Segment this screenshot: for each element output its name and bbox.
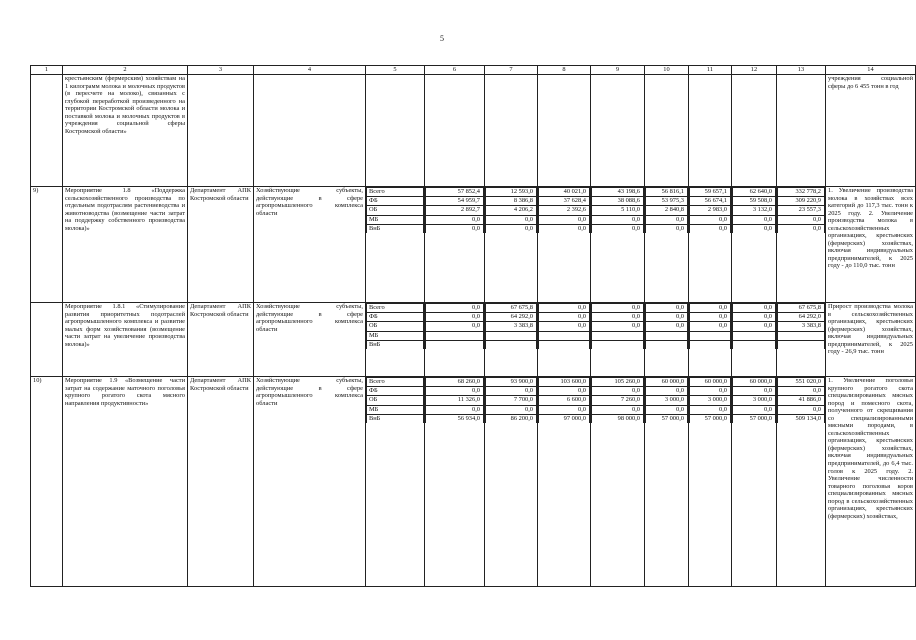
funding-value: 5 110,0 <box>592 206 644 215</box>
header-cell: 5 <box>366 66 425 75</box>
funding-value: 7 260,0 <box>592 396 644 405</box>
header-cell: 6 <box>425 66 485 75</box>
measure-row <box>31 303 916 377</box>
funding-value: 2 840,8 <box>646 206 688 215</box>
funding-value <box>592 340 644 349</box>
funding-value: 97 000,0 <box>539 414 590 423</box>
funding-value: 0,0 <box>539 215 590 224</box>
funding-value: 551 020,0 <box>778 378 825 387</box>
executor: Департамент АПК Костромской области <box>188 377 254 587</box>
header-cell: 2 <box>63 66 188 75</box>
value-column-cell <box>732 377 777 587</box>
funding-value: 0,0 <box>592 405 644 414</box>
value-column-cell <box>689 303 732 377</box>
funding-value: 56 674,1 <box>690 197 731 206</box>
value-column-cell <box>425 377 485 587</box>
funding-value: 2 892,7 <box>426 206 484 215</box>
funding-value: 86 200,0 <box>486 414 537 423</box>
funding-value: 0,0 <box>778 224 825 233</box>
funding-source: ВнБ <box>367 414 424 423</box>
header-cell: 1 <box>31 66 63 75</box>
funding-value: 0,0 <box>426 322 484 331</box>
funding-value: 0,0 <box>426 224 484 233</box>
funding-value: 0,0 <box>646 215 688 224</box>
funding-value: 3 383,8 <box>486 322 537 331</box>
continuation-row <box>31 75 916 187</box>
funding-value: 0,0 <box>690 313 731 322</box>
funding-value: 0,0 <box>426 387 484 396</box>
funding-value: 53 975,3 <box>646 197 688 206</box>
header-cell: 10 <box>645 66 689 75</box>
funding-value: 509 134,0 <box>778 414 825 423</box>
participants: Хозяйствующие субъекты, действующие в сфере агропромышленного комплекса области <box>254 303 366 377</box>
funding-value: 0,0 <box>646 313 688 322</box>
value-cell <box>425 75 485 187</box>
funding-value: 56 934,0 <box>426 414 484 423</box>
funding-value: 60 000,0 <box>690 378 731 387</box>
program-table <box>30 65 916 587</box>
funding-value: 0,0 <box>426 405 484 414</box>
funding-value: 0,0 <box>690 215 731 224</box>
result-cell: 1. Увеличение поголовья крупного рогатого скота специализированных мясных пород и помесного скота, полученного от скрещивания со специализированными мясными породами, в сельскохозяйственных организациях, крестьянских (фермерских) хозяйствах, включая индивидуальных предпринимателей, до 6,4 тыс. голов к 2025 году. 2. Увеличение численности товарного поголовья коров специализированных мясных пород в сельскохозяйственных организациях, крестьянских (фермерских) хозяйствах, <box>826 377 916 587</box>
funding-value: 2 983,0 <box>690 206 731 215</box>
funding-value: 0,0 <box>592 224 644 233</box>
funding-value: 0,0 <box>778 405 825 414</box>
header-cell: 13 <box>777 66 826 75</box>
funding-value: 0,0 <box>733 322 776 331</box>
funding-value <box>690 331 731 340</box>
row-number: 10) <box>31 377 63 587</box>
value-column-cell <box>591 303 645 377</box>
funding-value: 59 657,1 <box>690 188 731 197</box>
funding-source: ОБ <box>367 396 424 405</box>
funding-value: 67 675,8 <box>486 304 537 313</box>
measure-row <box>31 187 916 303</box>
header-cell: 4 <box>254 66 366 75</box>
measure-name: крестьянским (фермерским) хозяйствам на 1 килограмм молока и молочных продуктов (в пересчете на молоко), связанных с глубокой переработкой произведенного на территории Костромской области молока и поставкой молока и молочных продуктов в учреждения социальной сферы Костромской области» <box>63 75 188 187</box>
funding-value: 0,0 <box>733 304 776 313</box>
row-number: 9) <box>31 187 63 303</box>
funding-value: 54 959,7 <box>426 197 484 206</box>
funding-value: 0,0 <box>539 322 590 331</box>
funding-source: Всего <box>367 378 424 387</box>
funding-value <box>778 340 825 349</box>
funding-value: 3 000,0 <box>690 396 731 405</box>
result-cell: Прирост производства молока в сельскохозяйственных организациях, крестьянских (фермерских) хозяйствах, включая индивидуальных предпринимателей, к 2025 году - 26,9 тыс. тонн <box>826 303 916 377</box>
value-column-cell <box>777 303 826 377</box>
value-cell <box>689 75 732 187</box>
funding-value: 68 260,0 <box>426 378 484 387</box>
funding-value: 0,0 <box>486 224 537 233</box>
funding-value: 0,0 <box>646 387 688 396</box>
funding-value: 64 292,0 <box>486 313 537 322</box>
funding-value: 0,0 <box>733 215 776 224</box>
funding-value: 0,0 <box>426 304 484 313</box>
funding-value: 41 886,0 <box>778 396 825 405</box>
funding-value: 0,0 <box>646 224 688 233</box>
value-column-cell <box>591 377 645 587</box>
value-column-cell <box>689 187 732 303</box>
header-cell: 14 <box>826 66 916 75</box>
funding-value: 103 600,0 <box>539 378 590 387</box>
funding-value: 0,0 <box>733 313 776 322</box>
page-number: 5 <box>440 34 444 43</box>
funding-value: 0,0 <box>486 405 537 414</box>
executor-cell <box>188 75 254 187</box>
funding-value: 0,0 <box>690 405 731 414</box>
funding-value: 0,0 <box>592 215 644 224</box>
funding-source: МБ <box>367 215 424 224</box>
value-cell <box>732 75 777 187</box>
funding-value: 59 508,0 <box>733 197 776 206</box>
value-column-cell <box>538 187 591 303</box>
funding-source: ФБ <box>367 387 424 396</box>
funding-value: 0,0 <box>690 387 731 396</box>
funding-value <box>592 331 644 340</box>
funding-value: 0,0 <box>646 322 688 331</box>
source-cell <box>366 75 425 187</box>
value-column-cell <box>689 377 732 587</box>
funding-value: 0,0 <box>426 313 484 322</box>
funding-value: 0,0 <box>778 215 825 224</box>
measure-row <box>31 377 916 587</box>
value-cell <box>538 75 591 187</box>
funding-value: 0,0 <box>778 387 825 396</box>
value-column-cell <box>777 377 826 587</box>
funding-value: 0,0 <box>592 313 644 322</box>
funding-value: 0,0 <box>539 387 590 396</box>
value-column-cell <box>645 377 689 587</box>
funding-value: 60 000,0 <box>646 378 688 387</box>
funding-value: 309 220,9 <box>778 197 825 206</box>
funding-value <box>733 340 776 349</box>
value-column-cell <box>485 187 538 303</box>
funding-value: 11 326,0 <box>426 396 484 405</box>
funding-source: МБ <box>367 331 424 340</box>
participants-cell <box>254 75 366 187</box>
funding-value: 3 000,0 <box>733 396 776 405</box>
funding-value: 98 000,0 <box>592 414 644 423</box>
funding-value: 0,0 <box>733 405 776 414</box>
value-column-cell <box>645 187 689 303</box>
header-row <box>31 66 916 75</box>
funding-source: ОБ <box>367 206 424 215</box>
funding-value: 0,0 <box>733 387 776 396</box>
funding-value: 0,0 <box>592 304 644 313</box>
funding-value: 0,0 <box>539 304 590 313</box>
funding-value: 40 021,0 <box>539 188 590 197</box>
funding-value: 23 557,3 <box>778 206 825 215</box>
funding-value: 62 640,0 <box>733 188 776 197</box>
participants: Хозяйствующие субъекты, действующие в сфере агропромышленного комплекса области <box>254 187 366 303</box>
funding-source: ВнБ <box>367 340 424 349</box>
funding-value: 56 816,1 <box>646 188 688 197</box>
funding-value: 0,0 <box>426 215 484 224</box>
funding-value <box>690 340 731 349</box>
funding-source-cell <box>366 377 425 587</box>
funding-value <box>733 331 776 340</box>
value-column-cell <box>485 303 538 377</box>
value-column-cell <box>538 303 591 377</box>
funding-value: 332 778,2 <box>778 188 825 197</box>
funding-value: 0,0 <box>592 387 644 396</box>
value-column-cell <box>777 187 826 303</box>
result-cell: учреждения социальной сферы до 6 455 тонн в год <box>826 75 916 187</box>
funding-value: 6 600,0 <box>539 396 590 405</box>
funding-value: 8 386,8 <box>486 197 537 206</box>
funding-value <box>486 340 537 349</box>
header-cell: 12 <box>732 66 777 75</box>
value-cell <box>645 75 689 187</box>
header-cell: 9 <box>591 66 645 75</box>
funding-value: 0,0 <box>539 405 590 414</box>
value-column-cell <box>591 187 645 303</box>
funding-value: 0,0 <box>646 405 688 414</box>
funding-value: 57 000,0 <box>690 414 731 423</box>
funding-value: 0,0 <box>592 322 644 331</box>
funding-value: 57 000,0 <box>733 414 776 423</box>
funding-value: 0,0 <box>539 224 590 233</box>
funding-value <box>646 331 688 340</box>
funding-value: 0,0 <box>690 224 731 233</box>
funding-value <box>539 340 590 349</box>
funding-value: 0,0 <box>486 387 537 396</box>
funding-source: ВнБ <box>367 224 424 233</box>
funding-source-cell <box>366 187 425 303</box>
funding-value: 2 392,6 <box>539 206 590 215</box>
value-column-cell <box>732 187 777 303</box>
funding-value: 3 383,8 <box>778 322 825 331</box>
funding-value: 0,0 <box>690 304 731 313</box>
value-cell <box>591 75 645 187</box>
value-column-cell <box>425 187 485 303</box>
executor: Департамент АПК Костромской области <box>188 187 254 303</box>
header-cell: 11 <box>689 66 732 75</box>
funding-value: 0,0 <box>646 304 688 313</box>
value-column-cell <box>732 303 777 377</box>
funding-value <box>486 331 537 340</box>
funding-value: 0,0 <box>486 215 537 224</box>
measure-name: Мероприятие 1.8 «Поддержка сельскохозяйственного производства по отдельным подотраслям растениеводства и животноводства (возмещение части затрат на поддержку собственного производства молока)» <box>63 187 188 303</box>
funding-source: МБ <box>367 405 424 414</box>
funding-value: 93 900,0 <box>486 378 537 387</box>
funding-value: 43 198,6 <box>592 188 644 197</box>
measure-name: Мероприятие 1.9 «Возмещение части затрат на содержание маточного поголовья крупного рогатого скота мясного направления продуктивности» <box>63 377 188 587</box>
funding-value: 37 628,4 <box>539 197 590 206</box>
value-column-cell <box>425 303 485 377</box>
funding-value: 67 675,8 <box>778 304 825 313</box>
funding-value <box>426 331 484 340</box>
funding-value: 60 000,0 <box>733 378 776 387</box>
funding-value: 57 852,4 <box>426 188 484 197</box>
row-number <box>31 303 63 377</box>
funding-value: 38 088,6 <box>592 197 644 206</box>
funding-value: 3 000,0 <box>646 396 688 405</box>
value-column-cell <box>538 377 591 587</box>
funding-source: Всего <box>367 188 424 197</box>
value-column-cell <box>485 377 538 587</box>
funding-source: Всего <box>367 304 424 313</box>
funding-source-cell <box>366 303 425 377</box>
funding-value: 105 260,0 <box>592 378 644 387</box>
funding-value: 64 292,0 <box>778 313 825 322</box>
result-cell: 1. Увеличение производства молока в хозяйствах всех категорий до 117,3 тыс. тонн к 2025 году. 2. Увеличение производства молока в сельскохозяйственных организациях, крестьянских (фермерских) хозяйствах, включая индивидуальных предпринимателей, к 2025 году - до 110,0 тыс. тонн <box>826 187 916 303</box>
funding-value <box>539 331 590 340</box>
funding-value <box>426 340 484 349</box>
header-cell: 3 <box>188 66 254 75</box>
funding-value: 3 132,0 <box>733 206 776 215</box>
participants: Хозяйствующие субъекты, действующие в сфере агропромышленного комплекса области <box>254 377 366 587</box>
funding-value: 0,0 <box>690 322 731 331</box>
funding-value: 12 593,0 <box>486 188 537 197</box>
value-column-cell <box>645 303 689 377</box>
value-cell <box>777 75 826 187</box>
header-cell: 7 <box>485 66 538 75</box>
funding-source: ОБ <box>367 322 424 331</box>
funding-value <box>778 331 825 340</box>
funding-value: 4 206,2 <box>486 206 537 215</box>
value-cell <box>485 75 538 187</box>
funding-value: 7 700,0 <box>486 396 537 405</box>
funding-value <box>646 340 688 349</box>
executor: Департамент АПК Костромской области <box>188 303 254 377</box>
funding-source: ФБ <box>367 313 424 322</box>
measure-name: Мероприятие 1.8.1 «Стимулирование развития приоритетных подотраслей агропромышленного комплекса и развитие малых форм хозяйствования (возмещение части затрат на увеличение производства молока)» <box>63 303 188 377</box>
funding-value: 0,0 <box>539 313 590 322</box>
funding-value: 0,0 <box>733 224 776 233</box>
funding-source: ФБ <box>367 197 424 206</box>
header-cell: 8 <box>538 66 591 75</box>
row-number <box>31 75 63 187</box>
funding-value: 57 000,0 <box>646 414 688 423</box>
